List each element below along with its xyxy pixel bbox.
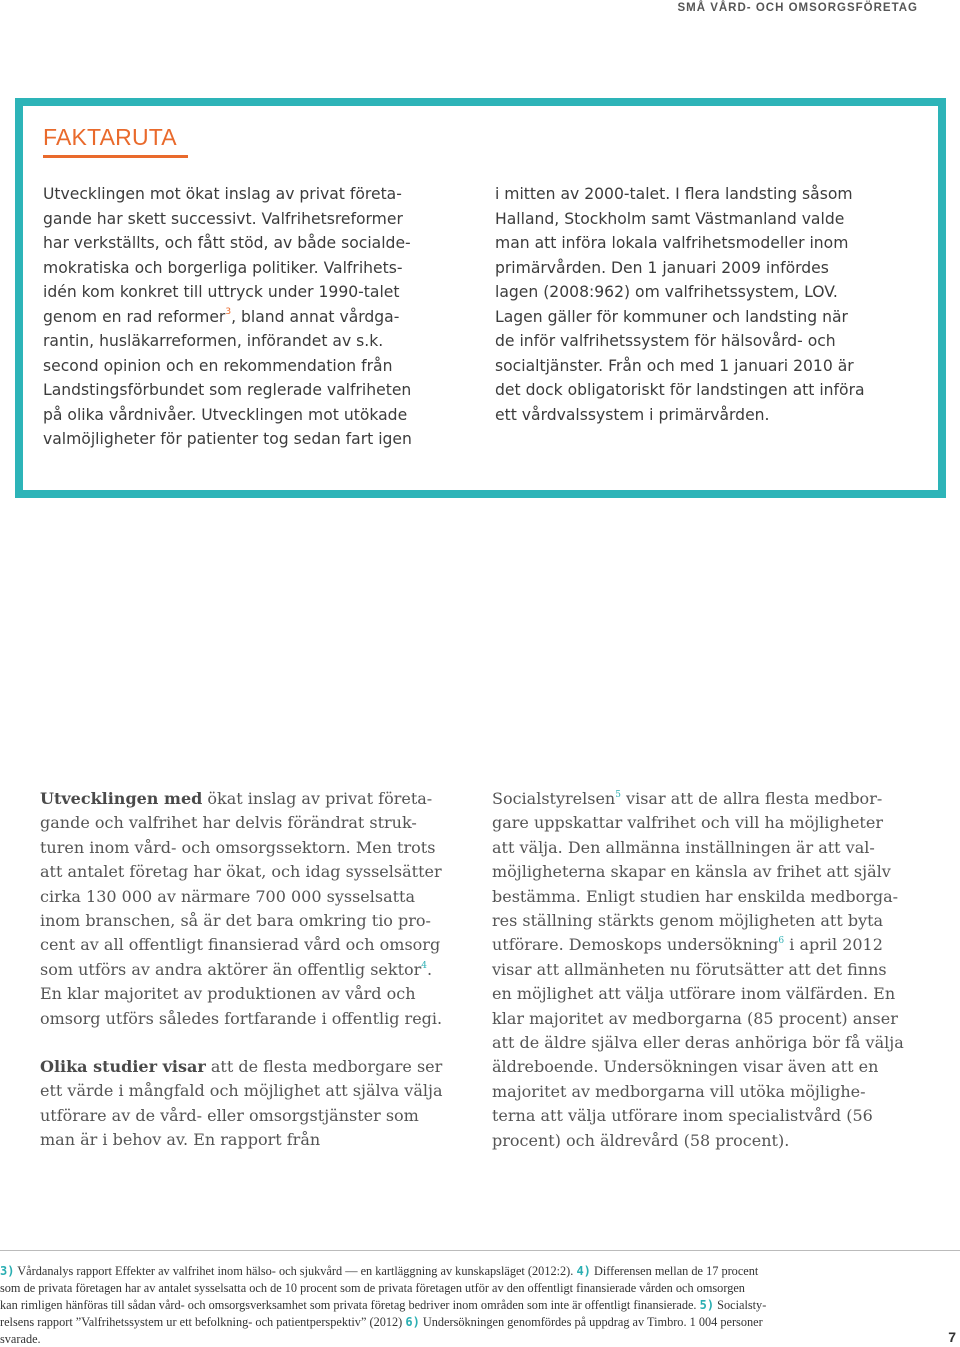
footnote-line [0, 1297, 960, 1314]
text-line [40, 787, 480, 811]
text-line: möjligheterna skapar en känsla av frihet att själv [492, 862, 891, 882]
fact-box-left-column [43, 182, 488, 452]
text-line: Utvecklingen mot ökat inslag av privat företa- [43, 185, 402, 203]
text-line: mokratiska och borgerliga politiker. Valfrihets- [43, 258, 403, 277]
text-line: majoritet av medborgarna vill utöka möjlighe- [492, 1081, 866, 1101]
text-line: en möjlighet att välja utförare inom välfärden. En [492, 984, 896, 1004]
text-line: socialtjänster. Från och med 1 januari 2010 är [495, 356, 854, 375]
text-line: de inför valfrihetssystem för hälsovård- och [495, 332, 836, 350]
text-fragment: ökat inslag av privat företa- [202, 789, 433, 808]
footnote-text: kan rimligen hänföras till sådan vård- och omsorgsverksamhet som privata företag bedriver inom områden som inte är offentligt finansierade. [0, 1298, 697, 1312]
text-line [492, 787, 932, 811]
text-line: rantin, husläkarreformen, införandet av s.k. [43, 332, 384, 350]
text-line: cent av all offentligt finansierad vård och omsorg [40, 935, 441, 955]
text-line: valmöjligheter för patienter tog sedan fart igen [43, 430, 412, 448]
footnote-ref-4[interactable]: 4 [421, 960, 428, 971]
footnote-ref-5[interactable]: 5 [615, 789, 621, 800]
lead-in: Olika studier visar [40, 1057, 206, 1077]
text-line: second opinion och en rekommendation från [43, 356, 393, 375]
fact-box-heading: FAKTARUTA [43, 124, 188, 158]
footnote-text: Vårdanalys rapport Effekter av valfrihet inom hälso- och sjukvård — en kartläggning av kunskapsläget (2012:2). [14, 1264, 574, 1278]
footnote-text: relsens rapport ”Valfrihetssystem ur ett befolkning- och patientperspektiv” (2012) [0, 1315, 403, 1329]
text-line: har verkställts, och fått stöd, av både socialde- [43, 234, 411, 252]
text-line: turen inom vård- och omsorgssektorn. Men trots [40, 837, 436, 857]
footnote-line [0, 1263, 960, 1280]
text-fragment: genom en rad reformer [43, 307, 226, 326]
text-line: att de äldre själva eller deras anhöriga bör få välja [492, 1033, 904, 1053]
text-line [40, 1055, 480, 1079]
text-line [43, 305, 488, 330]
text-line: gande och valfrihet har delvis förändrat struk- [40, 813, 417, 833]
body-left-column [40, 787, 480, 1153]
text-line: terna att välja utförare inom specialistvård (56 [492, 1106, 873, 1126]
footnote-number-3: 3) [0, 1264, 15, 1278]
footnote-ref-6[interactable]: 6 [778, 936, 785, 947]
text-line: man är i behov av. En rapport från [40, 1130, 321, 1150]
text-line: res ställning stärkts genom möjligheten att byta [492, 911, 884, 931]
text-fragment: Socialstyrelsen [492, 789, 616, 808]
fact-box-right-column [495, 182, 935, 427]
text-line: En klar majoritet av produktionen av vård och [40, 984, 416, 1004]
text-line: Lagen gäller för kommuner och landsting när [495, 307, 848, 326]
text-fragment: i april 2012 [784, 935, 883, 955]
text-fragment: . [427, 959, 433, 979]
text-line: äldreboende. Undersökningen visar även att en [492, 1057, 879, 1077]
text-line: på olika vårdnivåer. Utvecklingen mot utökade [43, 405, 408, 424]
text-line: procent) och äldrevård (58 procent). [492, 1130, 790, 1150]
body-right-column [492, 787, 932, 1153]
text-line: gande har skett successivt. Valfrihetsreformer [43, 209, 403, 228]
lead-in: Utvecklingen med [40, 789, 203, 808]
text-line: utförare av de vård- eller omsorgstjänster som [40, 1105, 419, 1125]
page-number: 7 [948, 1329, 956, 1345]
text-line: att antalet företag har ökat, och idag sysselsätter [40, 862, 442, 882]
text-line: Halland, Stockholm samt Västmanland valde [495, 209, 845, 228]
text-line: cirka 130 000 av närmare 700 000 sysselsatta [40, 886, 416, 906]
footnote-text: Differensen mellan de 17 procent [590, 1264, 759, 1278]
running-header: SMÅ VÅRD- OCH OMSORGSFÖRETAG [677, 2, 918, 14]
text-line: man att införa lokala valfrihetsmodeller inom [495, 234, 849, 252]
footnote-line: svarade. [0, 1332, 41, 1346]
text-line: visar att allmänheten nu förutsätter att det finns [492, 959, 887, 979]
text-line: det dock obligatoriskt för landstingen att införa [495, 381, 865, 399]
text-line: klar majoritet av medborgarna (85 procent) anser [492, 1008, 898, 1028]
text-line [492, 933, 932, 957]
text-line: inom branschen, så är det bara omkring tio pro- [40, 911, 431, 931]
text-fragment: utförare. Demoskops undersökning [492, 935, 779, 955]
text-line: ett vårdvalssystem i primärvården. [495, 405, 770, 424]
footnotes [0, 1250, 960, 1347]
text-line: i mitten av 2000-talet. I flera landsting såsom [495, 185, 853, 203]
fact-box [15, 98, 946, 498]
text-line: att välja. Den allmänna inställningen är att val- [492, 837, 875, 857]
text-line: Landstingsförbundet som reglerade valfriheten [43, 381, 412, 399]
text-line: bestämma. Enligt studien har enskilda medborga- [492, 886, 899, 906]
footnote-text: Undersökningen genomfördes på uppdrag av Timbro. 1 004 personer [419, 1315, 763, 1329]
text-fragment: visar att de allra flesta medbor- [620, 789, 883, 808]
footnote-number-4: 4) [576, 1264, 591, 1278]
footnote-line: som de privata företagen har av antalet sysselsatta och de 10 procent som de privata företagen utför av den offentligt finansierade vården och omsorgen [0, 1281, 745, 1295]
text-line [40, 958, 480, 982]
text-line: omsorg utförs således fortfarande i offentlig regi. [40, 1008, 443, 1028]
footnote-ref-3[interactable]: 3 [225, 307, 232, 318]
paragraph-gap [40, 1031, 480, 1055]
footnote-line [0, 1314, 960, 1331]
text-line: primärvården. Den 1 januari 2009 infördes [495, 258, 829, 277]
text-fragment: som utförs av andra aktörer än offentlig sektor [40, 959, 422, 979]
text-line: idén kom konkret till uttryck under 1990-talet [43, 283, 400, 301]
text-fragment: att de flesta medborgare ser [205, 1057, 443, 1077]
text-line: lagen (2008:962) om valfrihetssystem, LOV. [495, 283, 838, 301]
footnote-number-6: 6) [405, 1315, 420, 1329]
text-fragment: , bland annat vårdga- [231, 307, 400, 326]
text-line: ett värde i mångfald och möjlighet att själva välja [40, 1081, 443, 1101]
footnote-text: Socialsty- [714, 1298, 767, 1312]
text-line: gare uppskattar valfrihet och vill ha möjligheter [492, 813, 883, 833]
footnote-number-5: 5) [699, 1298, 715, 1312]
